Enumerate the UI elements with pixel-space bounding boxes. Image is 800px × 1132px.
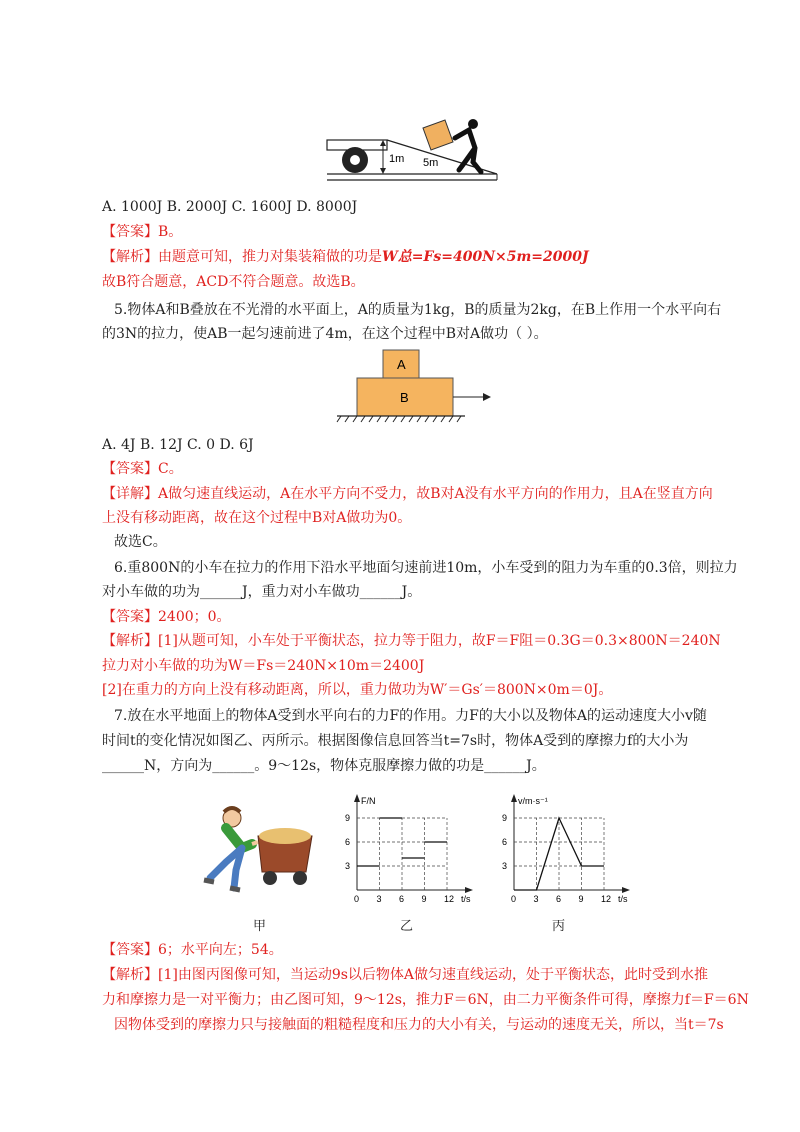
q7-answer: 【答案】6；水平向左；54。 bbox=[102, 942, 283, 958]
x-tick-label: 0 bbox=[511, 894, 517, 904]
force-time-chart bbox=[335, 790, 495, 910]
x-tick-label: 9 bbox=[421, 894, 427, 904]
y-tick-label: 9 bbox=[345, 813, 351, 823]
q6-analysis-1: 【解析】[1]从题可知，小车处于平衡状态，拉力等于阻力，故F＝F阻＝0.3G＝0.3×800N＝240N bbox=[102, 633, 721, 649]
q5-options: A. 4J B. 12J C. 0 D. 6J bbox=[102, 437, 254, 453]
caption-bing: 丙 bbox=[552, 919, 566, 934]
q7-stem-1: 7.放在水平地面上的物体A受到水平向右的力F的作用。力F的大小以及物体A的运动速度大小v随 bbox=[114, 708, 707, 724]
q6-stem-1: 6.重800N的小车在拉力的作用下沿水平地面匀速前进10m，小车受到的阻力为车重的0.3倍，则拉力 bbox=[114, 560, 738, 576]
q6-answer: 【答案】2400；0。 bbox=[102, 609, 231, 625]
x-tick-label: 12 bbox=[601, 894, 612, 904]
q4-options: A. 1000J B. 2000J C. 1600J D. 8000J bbox=[102, 199, 358, 215]
block-b-label: B bbox=[400, 390, 409, 405]
ramp-height-label: 1m bbox=[389, 153, 405, 165]
q6-analysis-3: [2]在重力的方向上没有移动距离，所以，重力做功为W′＝Gs′＝800N×0m＝0J。 bbox=[102, 682, 613, 698]
x-tick-label: 6 bbox=[556, 894, 562, 904]
y-tick-label: 6 bbox=[345, 837, 351, 847]
q7-analysis-1: 【解析】[1]由图丙图像可知，当运动9s以后物体A做匀速直线运动，处于平衡状态，此时受到水推 bbox=[102, 967, 709, 983]
x-tick-label: 12 bbox=[444, 894, 455, 904]
q5-detail-1: 【详解】A做匀速直线运动，A在水平方向不受力，故B对A没有水平方向的作用力，且A在竖直方向 bbox=[102, 486, 713, 502]
x-tick-label: 3 bbox=[533, 894, 539, 904]
q7-analysis-2: 力和摩擦力是一对平衡力；由乙图可知，9～12s，推力F＝6N，由二力平衡条件可得，摩擦力f＝F＝6N bbox=[102, 992, 749, 1008]
y-tick-label: 6 bbox=[502, 837, 508, 847]
block-a-label: A bbox=[397, 357, 406, 372]
y-axis-arrow bbox=[354, 794, 360, 802]
q5-detail-3: 故选C。 bbox=[114, 534, 167, 550]
x-tick-label: 0 bbox=[354, 894, 360, 904]
velocity-time-chart bbox=[492, 790, 652, 910]
x-axis-label: t/s bbox=[618, 894, 628, 904]
ramp-figure bbox=[325, 118, 500, 188]
q5-stem-1: 5.物体A和B叠放在不光滑的水平面上，A的质量为1kg，B的质量为2kg，在B上作用一个水平向右 bbox=[114, 302, 722, 318]
blocks-figure bbox=[335, 348, 495, 424]
x-axis-arrow bbox=[622, 887, 630, 893]
q4-analysis-2: 故B符合题意，ACD不符合题意。故选B。 bbox=[102, 274, 365, 290]
y-tick-label: 3 bbox=[502, 861, 508, 871]
x-axis-arrow bbox=[465, 887, 473, 893]
q4-formula: W总=Fs=400N×5m=2000J bbox=[382, 249, 589, 265]
q6-analysis-2: 拉力对小车做的功为W＝Fs＝240N×10m＝2400J bbox=[102, 658, 425, 674]
caption-yi: 乙 bbox=[400, 919, 414, 934]
q7-analysis-3: 因物体受到的摩擦力只与接触面的粗糙程度和压力的大小有关，与运动的速度无关，所以，当t＝7s bbox=[114, 1017, 724, 1033]
q7-stem-2: 时间t的变化情况如图乙、丙所示。根据图像信息回答当t=7s时，物体A受到的摩擦力f的大小为 bbox=[102, 733, 689, 749]
y-tick-label: 9 bbox=[502, 813, 508, 823]
q5-answer: 【答案】C。 bbox=[102, 461, 183, 477]
x-tick-label: 6 bbox=[399, 894, 405, 904]
q4-answer: 【答案】B。 bbox=[102, 224, 183, 240]
q4-analysis bbox=[102, 247, 589, 267]
q6-stem-2: 对小车做的功为______J，重力对小车做功______J。 bbox=[102, 584, 422, 600]
q4-analysis-text: 【解析】由题意可知，推力对集装箱做的功是 bbox=[102, 249, 382, 265]
x-tick-label: 3 bbox=[376, 894, 382, 904]
ramp-length-label: 5m bbox=[423, 157, 439, 169]
q7-stem-3: ______N，方向为______。9～12s，物体克服摩擦力做的功是______J。 bbox=[102, 758, 546, 774]
caption-jia: 甲 bbox=[253, 919, 267, 934]
x-tick-label: 9 bbox=[578, 894, 584, 904]
x-axis-label: t/s bbox=[461, 894, 471, 904]
q5-stem-2: 的3N的拉力，使AB一起匀速前进了4m，在这个过程中B对A做功（ ）。 bbox=[102, 326, 548, 342]
boy-cart-figure bbox=[196, 800, 316, 895]
y-tick-label: 3 bbox=[345, 861, 351, 871]
y-axis-arrow bbox=[511, 794, 517, 802]
q5-detail-2: 上没有移动距离，故在这个过程中B对A做功为0。 bbox=[102, 510, 412, 526]
y-axis-label: F/N bbox=[361, 796, 376, 806]
y-axis-label: v/m·s⁻¹ bbox=[518, 796, 548, 806]
